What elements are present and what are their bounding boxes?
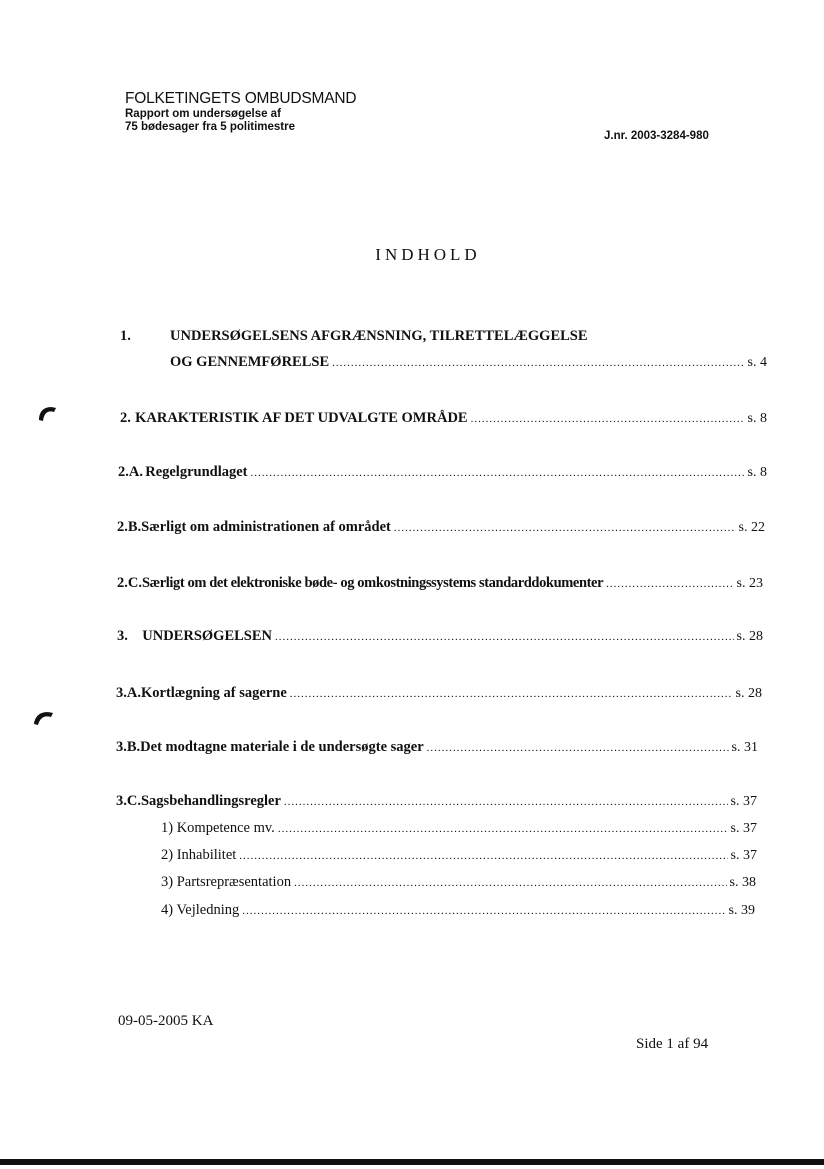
toc-leader-dots — [394, 522, 736, 534]
toc-entry-title: Særligt om administrationen af området — [141, 519, 391, 535]
toc-subentry-3 — [161, 874, 756, 891]
toc-leader-dots — [284, 796, 728, 808]
toc-page-ref: s. 8 — [747, 411, 767, 426]
toc-leader-dots — [332, 357, 744, 369]
toc-subentry-title: 1) Kompetence mv. — [161, 820, 275, 836]
toc-page-ref: s. 39 — [728, 903, 755, 918]
toc-leader-dots — [239, 850, 727, 862]
toc-entry-1-line-2 — [170, 354, 767, 371]
toc-subentry-title: 2) Inhabilitet — [161, 847, 237, 863]
toc-entry-2a — [118, 464, 767, 481]
toc-entry-number: 2. — [120, 410, 131, 426]
punch-hole-mark-icon — [32, 706, 54, 728]
toc-entry-3a — [116, 685, 762, 702]
toc-entry-title: UNDERSØGELSENS AFGRÆNSNING, TILRETTELÆGGELSE — [170, 328, 588, 344]
toc-entry-number: 1. — [120, 328, 131, 344]
toc-subentry-1 — [161, 820, 757, 837]
toc-entry-number: 2.A. — [118, 464, 143, 480]
bottom-scan-edge — [0, 1159, 824, 1165]
toc-entry-title: Kortlægning af sagerne — [140, 685, 287, 701]
toc-page-ref: s. 22 — [738, 520, 765, 535]
toc-page-ref: s. 37 — [730, 848, 757, 863]
toc-entry-number: 3.B. — [116, 739, 141, 755]
toc-page-ref: s. 23 — [736, 576, 763, 591]
toc-entry-number: 2.C. — [117, 575, 142, 591]
report-subtitle-line-1: Rapport om undersøgelse af — [125, 108, 281, 120]
toc-leader-dots — [427, 742, 729, 754]
toc-entry-2c — [117, 575, 763, 592]
toc-page-ref: s. 8 — [747, 465, 767, 480]
toc-entry-3c — [116, 793, 757, 810]
toc-page-ref: s. 37 — [730, 821, 757, 836]
toc-entry-number: 3.C. — [116, 793, 141, 809]
toc-entry-title-continued: OG GENNEMFØRELSE — [170, 354, 330, 370]
toc-page-ref: s. 38 — [729, 875, 756, 890]
toc-entry-number: 3. — [117, 628, 128, 644]
toc-page-ref: s. 28 — [735, 686, 762, 701]
page-number: Side 1 af 94 — [636, 1036, 709, 1052]
toc-entry-3 — [117, 628, 763, 645]
toc-page-ref: s. 37 — [730, 794, 757, 809]
toc-page-ref: s. 31 — [731, 740, 758, 755]
organization-name: FOLKETINGETS OMBUDSMAND — [125, 90, 357, 107]
toc-entry-number: 2.B. — [117, 519, 142, 535]
document-date: 09-05-2005 KA — [118, 1013, 214, 1029]
toc-entry-title: Regelgrundlaget — [145, 464, 248, 480]
document-header — [125, 90, 356, 134]
toc-entry-number: 3.A. — [116, 685, 141, 701]
toc-entry-title: Sagsbehandlingsregler — [140, 793, 281, 809]
toc-entry-1-line-1 — [120, 328, 720, 345]
toc-leader-dots — [606, 578, 733, 590]
toc-subentry-2 — [161, 847, 757, 864]
toc-leader-dots — [275, 631, 734, 643]
toc-page-ref: s. 28 — [736, 629, 763, 644]
toc-entry-title: UNDERSØGELSEN — [142, 628, 272, 644]
report-subtitle-line-2: 75 bødesager fra 5 politimestre — [125, 121, 296, 133]
toc-entry-3b — [116, 739, 758, 756]
toc-entry-2 — [120, 410, 767, 427]
punch-hole-mark-icon — [36, 402, 58, 424]
toc-leader-dots — [242, 905, 725, 917]
toc-subentry-title: 3) Partsrepræsentation — [161, 874, 292, 890]
page-title: INDHOLD — [375, 245, 481, 264]
toc-entry-title: Det modtagne materiale i de undersøgte sager — [140, 739, 424, 755]
toc-leader-dots — [251, 467, 745, 479]
toc-leader-dots — [294, 877, 726, 889]
journal-number: J.nr. 2003-3284-980 — [604, 130, 709, 142]
toc-leader-dots — [290, 688, 733, 700]
toc-page-ref: s. 4 — [747, 355, 767, 370]
toc-entry-title: KARAKTERISTIK AF DET UDVALGTE OMRÅDE — [135, 410, 468, 426]
toc-subentry-title: 4) Vejledning — [161, 902, 240, 918]
toc-entry-2b — [117, 519, 765, 536]
toc-leader-dots — [278, 823, 728, 835]
toc-entry-title: Særligt om det elektroniske bøde- og omkostningssystems standarddokumenter — [141, 575, 604, 591]
toc-subentry-4 — [161, 902, 755, 919]
toc-leader-dots — [471, 413, 745, 425]
